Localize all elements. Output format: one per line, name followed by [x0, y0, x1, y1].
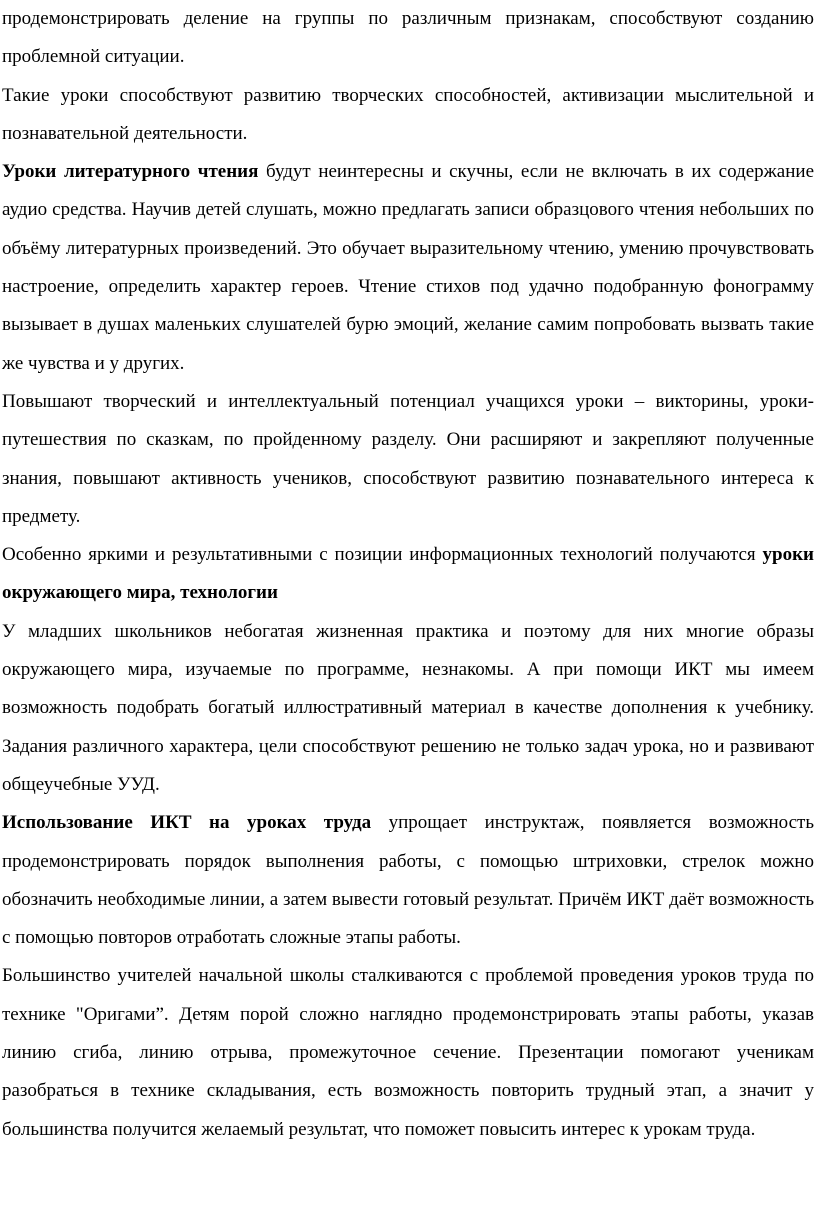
paragraph-6	[2, 613, 814, 804]
paragraph-7	[2, 804, 814, 957]
paragraph-4	[2, 383, 814, 536]
paragraph-5-bold-tail: уроки окружающего мира, технологии	[2, 544, 814, 604]
paragraph-6-text: У младших школьников небогатая жизненная практика и поэтому для них многие образы окружающего мира, изучаемые по программе, незнакомы. А при помощи ИКТ мы имеем возможность подобрать богатый иллюстративный материал в качестве дополнения к учебнику. Задания различного характера, цели способствуют решению не только задач урока, но и развивают общеучебные УУД.	[2, 620, 814, 795]
paragraph-1	[2, 0, 814, 77]
paragraph-8	[2, 957, 814, 1148]
paragraph-3-bold-lead: Уроки литературного чтения	[2, 161, 259, 183]
paragraph-3-text: будут неинтересны и скучны, если не включать в их содержание аудио средства. Научив детей слушать, можно предлагать записи образцового чтения небольших по объёму литературных произведений. Это обучает выразительному чтению, умению прочувствовать настроение, определить характер героев. Чтение стихов под удачно подобранную фонограмму вызывает в душах маленьких слушателей бурю эмоций, желание самим попробовать вызвать такие же чувства и у других.	[2, 161, 814, 374]
paragraph-3	[2, 153, 814, 383]
paragraph-2	[2, 77, 814, 154]
paragraph-5-text: Особенно яркими и результативными с позиции информационных технологий получаются	[2, 544, 763, 566]
paragraph-5	[2, 536, 814, 613]
paragraph-7-bold-lead: Использование ИКТ на уроках труда	[2, 812, 372, 834]
paragraph-2-text: Такие уроки способствуют развитию творческих способностей, активизации мыслительной и познавательной деятельности.	[2, 84, 814, 144]
paragraph-1-text: продемонстрировать деление на группы по различным признакам, способствуют созданию проблемной ситуации.	[2, 8, 814, 68]
paragraph-8-text: Большинство учителей начальной школы сталкиваются с проблемой проведения уроков труда по технике "Оригами”. Детям порой сложно наглядно продемонстрировать этапы работы, указав линию сгиба, линию отрыва, промежуточное сечение. Презентации помогают ученикам разобраться в технике складывания, есть возможность повторить трудный этап, а значит у большинства получится желаемый результат, что поможет повысить интерес к урокам труда.	[2, 965, 814, 1140]
paragraph-7-text: упрощает инструктаж, появляется возможность продемонстрировать порядок выполнения работы, с помощью штриховки, стрелок можно обозначить необходимые линии, а затем вывести готовый результат. Причём ИКТ даёт возможность с помощью повторов отработать сложные этапы работы.	[2, 812, 814, 949]
document-page	[2, 0, 814, 1149]
paragraph-4-text: Повышают творческий и интеллектуальный потенциал учащихся уроки – викторины, уроки-путешествия по сказкам, по пройденному разделу. Они расширяют и закрепляют полученные знания, повышают активность учеников, способствуют развитию познавательного интереса к предмету.	[2, 390, 814, 527]
